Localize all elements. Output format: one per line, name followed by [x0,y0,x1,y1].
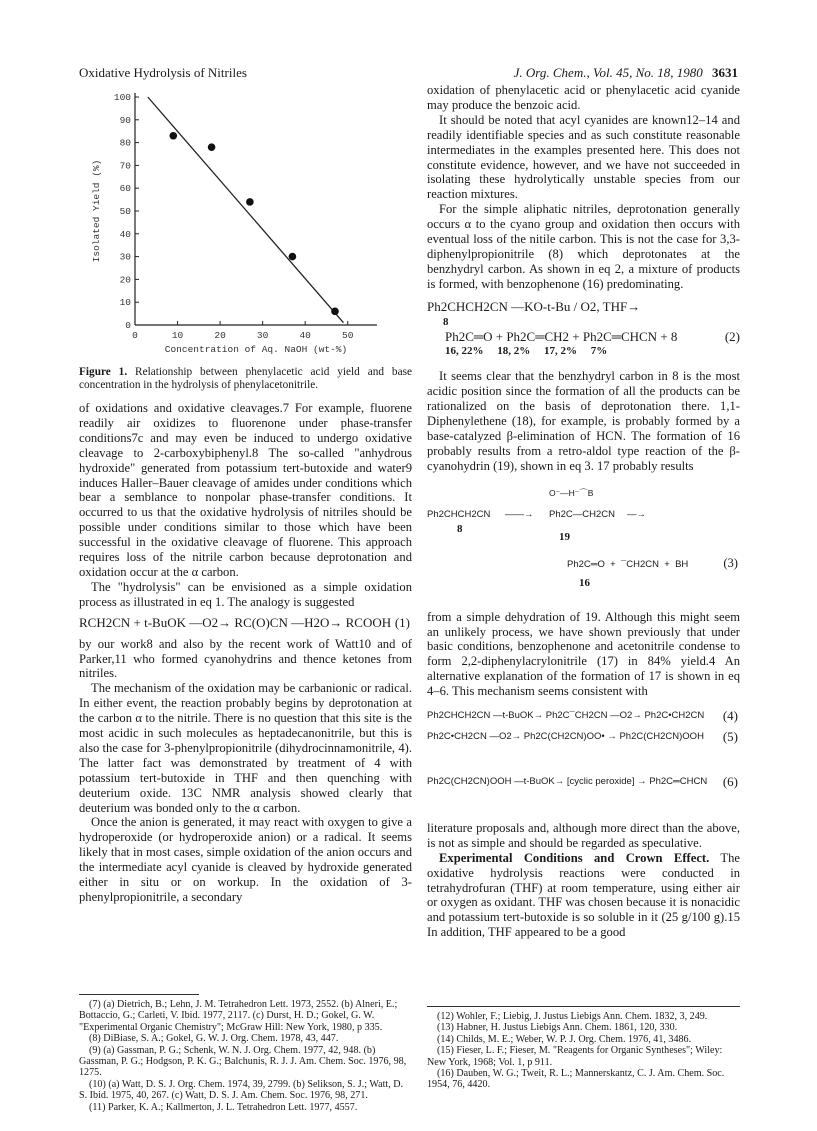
paragraph: It seems clear that the benzhydryl carbon in 8 is the most acidic position since the formation of all the products can be rationalized on the basis of deprotonation there. 1,1-Diphenylethene (18), for example, is probably formed by a base-catalyzed β-elimination of HCN. The formation of 16 probably results from a retro-aldol type reaction of the β-cyanohydrin (19), shown in eq 3. 17 probably results [427,369,740,473]
equation-1 [79,616,412,631]
y-tick-label: 50 [119,206,131,217]
reactant: Ph2CHCH2CN [427,508,491,520]
equation-number: (5) [722,729,738,744]
footnote: (15) Fieser, L. F.; Fieser, M. "Reagents for Organic Syntheses"; Wiley: New York, 1968; Vol. 1, p 911. [427,1045,723,1068]
equation-2-line-1 [427,300,740,315]
data-point [208,143,216,151]
paragraph: The "hydrolysis" can be envisioned as a simple oxidation process as illustrated in eq 1. The analogy is suggested [79,579,412,609]
products: Ph2C═O + ¯CH2CN + BH [567,558,689,570]
figure-caption-label: Figure 1. [79,366,128,378]
equation-6 [427,751,740,815]
equation-number: (1) [394,614,410,630]
x-tick-label: 10 [171,330,184,341]
data-point [289,253,297,261]
figure-1-chart [79,85,412,363]
running-header-title: Oxidative Hydrolysis of Nitriles [79,65,247,80]
section-heading: Experimental Conditions and Crown Effect. [439,850,710,865]
paragraph: oxidation of phenylacetic acid or phenylacetic acid cyanide may produce the benzoic acid. [427,83,740,112]
equation-number: (6) [722,774,738,790]
footnote: (14) Childs, M. E.; Weber, W. P. J. Org. Chem. 1976, 41, 3486. [437,1033,692,1045]
paragraph: For the simple aliphatic nitriles, deprotonation generally occurs α to the cyano group and oxidation then occurs with eventual loss of the nitile carbon. This is not the case for 3,3-diphenylpropionitrile (8) which deprotonates at the benzhydryl carbon. As shown in eq 2, a mixture of products is formed, with benzophenone (16) predominating. [427,202,740,291]
y-axis-label: Isolated Yield (%) [91,159,102,263]
x-tick-label: 40 [299,330,311,341]
footnote-rule [427,1006,740,1007]
equation-3 [427,478,740,606]
footnote: (16) Dauben, W. G.; Tweit, R. L.; Mannerskantz, C. J. Am. Chem. Soc. 1954, 76, 4420. [427,1068,725,1091]
paragraph: literature proposals and, although more direct than the above, is not as simple and should be regarded as speculative. [427,820,740,850]
footnote: (9) (a) Gassman, P. G.; Schenk, W. N. J. Org. Chem. 1977, 42, 948. (b) Gassman, P. G.; Hodgson, P. K. G.; Balchunis, R. J. J. Am. Chem. Soc. 1976, 98, 1275. [79,1044,407,1079]
data-point [331,308,339,316]
paragraph: from a simple dehydration of 19. Although this might seem an unlikely process, we have shown previously that under basic conditions, benzophenone and acetonitrile condense to form 2,2-diphenylacrylonitrile (17) in 84% yield.4 An alternative explanation of the formation of 17 is shown in eq 4–6. This mechanism seems consistent with [427,609,740,699]
paragraph: It should be noted that acyl cyanides are known12–14 and readily identifiable species and as such constitute reasonable intermediates in the examples presented here. This does not constitute evidence, however, and we have not succeeded in isolating these hydrolytically unstable species from our reaction mixtures. [427,112,740,202]
paragraph: Once the anion is generated, it may react with oxygen to give a hydroperoxide (or hydroperoxide anion) or a radical. It seems likely that in most cases, simple oxidation of the anion occurs and the intermediate acyl cyanide is cleaved by hydroxide generated either in situ or on workup. In the oxidation of 3-phenylpropionitrile, a secondary [79,815,412,904]
equation-2-line-2 [427,330,740,345]
footnote: (7) (a) Dietrich, B.; Lehn, J. M. Tetrahedron Lett. 1973, 2552. (b) Alneri, E.; Bottaccio, G.; Carleti, V. Ibid. 1977, 2117. (c) Durst, H. D.; Gokel, G. W. "Experimental Organic Chemistry"; McGraw Hill: New York, 1980, p 335. [79,999,398,1033]
y-tick-label: 60 [119,183,131,195]
paragraph: by our work8 and also by the recent work of Watt10 and of Parker,11 who formed cyanohydrins and thence ketones from nitriles. [79,636,412,681]
intermediate: Ph2C—CH2CN [549,508,615,520]
y-tick-label: 80 [119,137,131,149]
right-footnotes [427,998,740,1091]
equation-text: Ph2C═O + Ph2C═CH2 + Ph2C═CHCN + 8 [445,328,678,344]
paragraph: The mechanism of the oxidation may be carbanionic or radical. In either event, the reaction probably begins by deprotonation at the carbon α to the nitrile. There is no question that this site is the most acidic in such molecules as heptadecanonitrile, but this is also the case for 3-phenylpropionitrile (dihydrocinnamonitrile, 4). The latter fact was demonstrated by treatment of 4 with potassium tert-butoxide in THF and then quenching with deuterium oxide. 13C NMR analysis showed clearly that deuterium was bonded only to the α carbon. [79,681,412,815]
equation-2 [427,300,740,360]
y-tick-label: 90 [119,114,131,126]
x-tick-label: 0 [132,330,138,341]
y-tick-label: 10 [119,297,131,309]
running-header-journal [514,65,738,81]
footnote: (12) Wohler, F.; Liebig, J. Justus Liebigs Ann. Chem. 1832, 3, 249. [437,1011,708,1022]
paragraph [427,851,740,940]
equation-5 [427,730,740,745]
data-point [246,198,254,206]
x-tick-label: 30 [256,330,269,341]
arrow: ——→ [505,508,534,520]
page-number: 3631 [712,65,738,80]
equation-number: (4) [722,708,738,724]
equation-text: Ph2C•CH2CN —O2→ Ph2C(CH2CN)OO• → Ph2C(CH2CN)OOH [427,731,704,742]
journal-citation: J. Org. Chem., Vol. 45, No. 18, 1980 [513,65,703,80]
compound-label: 8 [457,522,463,535]
equation-number: (3) [723,555,738,570]
x-axis-label: Concentration of Aq. NaOH (wt-%) [164,344,348,355]
compound-label: 16 [579,576,590,589]
equation-text: Ph2CHCH2CN —t-BuOK→ Ph2C¯CH2CN —O2→ Ph2C•CH2CN [427,710,705,722]
equation-text: Ph2C(CH2CN)OOH —t-BuOK→ [cyclic peroxide] → Ph2C═CHCN [427,776,708,788]
equation-text: RCH2CN + t-BuOK —O2→ RC(O)CN —H2O→ RCOOH [79,614,392,630]
y-tick-label: 100 [113,92,131,103]
y-tick-label: 20 [119,274,131,286]
compound-label: 19 [559,530,570,543]
x-tick-label: 20 [214,330,226,341]
trend-line [148,97,344,323]
footnote-rule [79,994,199,995]
arrow: —→ [627,508,646,520]
footnote: (10) (a) Watt, D. S. J. Org. Chem. 1974, 39, 2799. (b) Selikson, S. J.; Watt, D. S. Ibid. 1975, 40, 267. (c) Watt, D. S. J. Am. Chem. Soc. 1976, 98, 271. [79,1078,404,1102]
footnote: (13) Habner, H. Justus Liebigs Ann. Chem. 1861, 120, 330. [437,1022,678,1034]
transition-annotation: O⁻—H⁻⌒B [549,487,594,498]
y-tick-label: 40 [119,228,131,240]
y-tick-label: 0 [125,320,131,331]
footnote: (11) Parker, K. A.; Kallmerton, J. L. Tetrahedron Lett. 1977, 4557. [89,1101,358,1113]
left-column [79,366,412,905]
y-tick-label: 70 [119,160,131,172]
equation-4 [427,709,740,724]
right-column [427,83,740,940]
figure-caption-text: Relationship between phenylacetic acid yield and base concentration in the hydrolysis of phenylacetonitrile. [79,366,412,391]
footnote: (8) DiBiase, S. A.; Gokel, G. W. J. Org. Chem. 1978, 43, 447. [89,1033,339,1045]
paragraph: of oxidations and oxidative cleavages.7 For example, fluorene readily air oxidizes to fluorenone under phase-transfer conditions7c and may even be induced to undergo oxidative cleavage to 2-carboxybiphenyl.8 The so-called "anhydrous hydroxide" generated from potassium tert-butoxide and water9 induces Haller–Bauer cleavage of amides under conditions which bear a semblance to nonpolar phase-transfer conditions. It occurred to us that the oxidative hydrolysis of nitriles should be possible under conditions similar to those which have been successful in the oxidative cleavage of fluorene. This approach requires loss of the nitrile carbon because deprotonation and oxidation occur at the α carbon. [79,401,412,579]
compound-label: 8 [443,315,449,328]
compound-labels: 16, 22% 18, 2% 17, 2% 7% [445,345,608,358]
left-footnotes [79,986,412,1113]
section-text: The oxidative hydrolysis reactions were conducted in tetrahydrofuran (THF) at room temperature, using either air or oxygen as oxidant. THF was chosen because it is nonacidic and potassium tert-butoxide is so soluble in it (25 g/100 g).15 In addition, THF appeared to be a good [427,850,740,940]
equation-number: (2) [724,328,740,344]
y-tick-label: 30 [119,251,131,263]
figure-caption [79,366,412,392]
x-tick-label: 50 [342,330,354,341]
data-point [169,132,177,140]
equation-text: Ph2CHCH2CN —KO-t-Bu / O2, THF→ [427,298,641,314]
